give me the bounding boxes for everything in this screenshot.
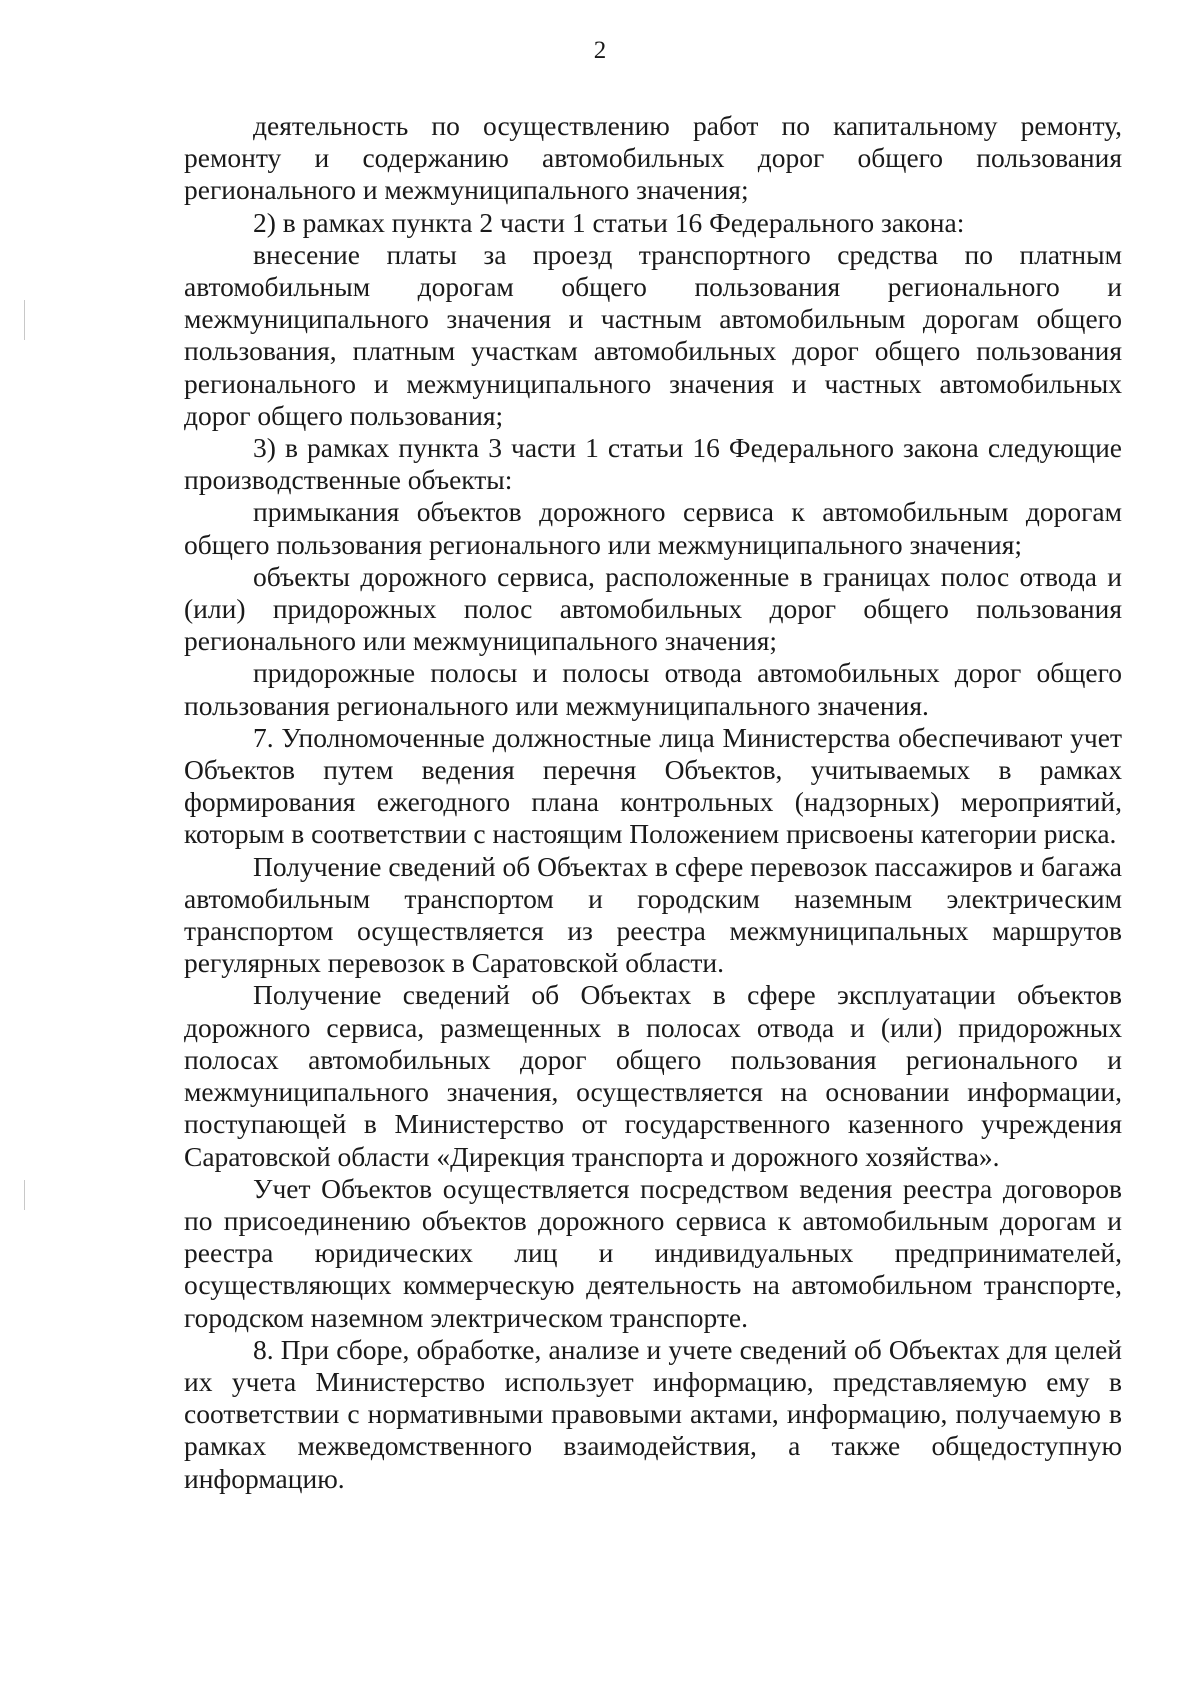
paragraph-item-2: 2) в рамках пункта 2 части 1 статьи 16 Федерального закона: (253, 206, 965, 238)
document-body (184, 110, 1122, 1495)
scan-artifact-line (24, 1180, 25, 1210)
paragraph-road-service-info: Получение сведений об Объектах в сфере эксплуатации объектов дорожного сервиса, размещенных в полосах отвода и (или) придорожных полосах автомобильных дорог общего пользования регионального и межмуниципального значения, осуществляется на основании информации, поступающей в Министерство от государственного казенного учреждения Саратовской области «Дирекция транспорта и дорожного хозяйства». (184, 979, 1122, 1172)
paragraph-registry: Учет Объектов осуществляется посредством ведения реестра договоров по присоединению объектов дорожного сервиса к автомобильным дорогам и реестра юридических лиц и индивидуальных предпринимателей, осуществляющих коммерческую деятельность на автомобильном транспорте, городском наземном электрическом транспорте. (184, 1172, 1122, 1333)
page-number: 2 (593, 37, 607, 64)
paragraph-junctions: примыкания объектов дорожного сервиса к автомобильным дорогам общего пользования регионального или межмуниципального значения; (184, 496, 1122, 560)
scan-artifact-line (24, 300, 25, 340)
paragraph-section-8: 8. При сборе, обработке, анализе и учете сведений об Объектах для целей их учета Министерство использует информацию, представляемую ему в соответствии с нормативными правовыми актами, информацию, получаемую в рамках межведомственного взаимодействия, а также общедоступную информацию. (184, 1333, 1122, 1494)
paragraph-roadside-strips: придорожные полосы и полосы отвода автомобильных дорог общего пользования регионального или межмуниципального значения. (184, 657, 1122, 721)
paragraph-passenger-transport: Получение сведений об Объектах в сфере перевозок пассажиров и багажа автомобильным транспортом и городским наземным электрическим транспортом осуществляется из реестра межмуниципальных маршрутов регулярных перевозок в Саратовской области. (184, 850, 1122, 979)
paragraph-continuation: деятельность по осуществлению работ по капитальному ремонту, ремонту и содержанию автомобильных дорог общего пользования регионального и межмуниципального значения; (184, 110, 1122, 206)
paragraph-toll-payment: внесение платы за проезд транспортного средства по платным автомобильным дорогам общего пользования регионального и межмуниципального значения и частным автомобильным дорогам общего пользования, платным участкам автомобильных дорог общего пользования регионального и межмуниципального значения и частных автомобильных дорог общего пользования; (184, 238, 1122, 431)
paragraph-section-7: 7. Уполномоченные должностные лица Министерства обеспечивают учет Объектов путем ведения перечня Объектов, учитываемых в рамках формирования ежегодного плана контрольных (надзорных) мероприятий, которым в соответствии с настоящим Положением присвоены категории риска. (184, 721, 1122, 850)
paragraph-service-objects: объекты дорожного сервиса, расположенные в границах полос отвода и (или) придорожных полос автомобильных дорог общего пользования регионального или межмуниципального значения; (184, 560, 1122, 657)
paragraph-item-3: 3) в рамках пункта 3 части 1 статьи 16 Федерального закона следующие производственные объекты: (184, 432, 1122, 496)
